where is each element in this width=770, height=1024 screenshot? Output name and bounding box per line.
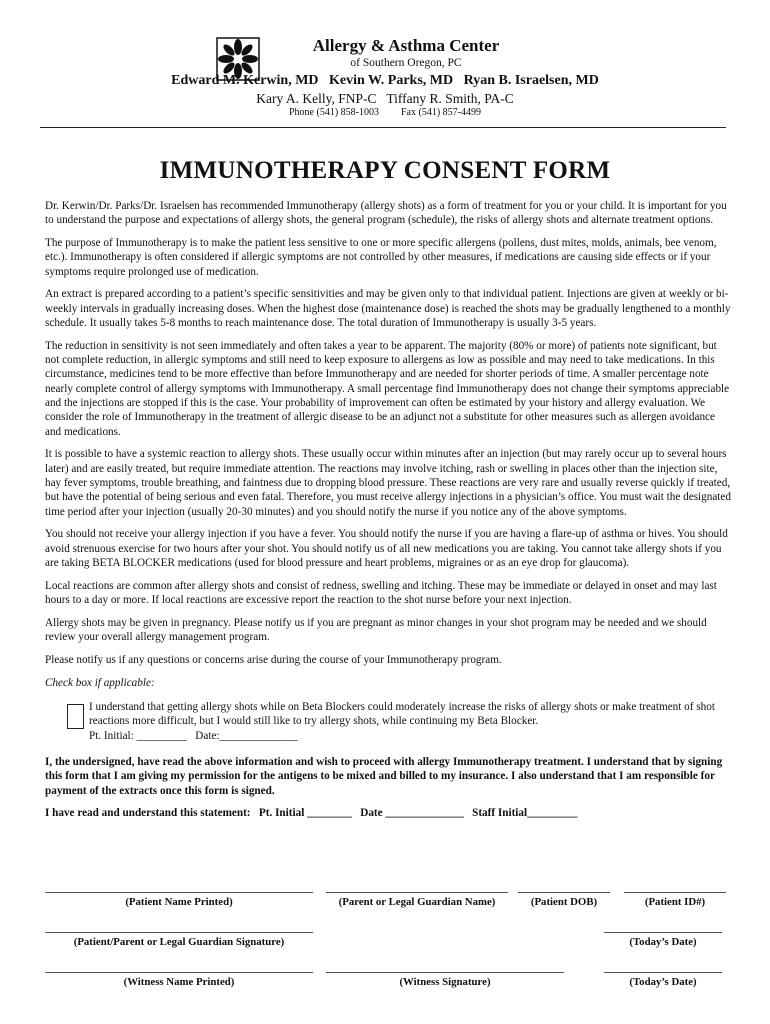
date1-label: (Today’s Date) [629,936,697,948]
paragraph-reduction: The reduction in sensitivity is not seen immediately and often takes a year to be apparent. The majority (80% or more) of patients note significant, but not complete reduction, in allergic symptoms and still need to keep exposure to allergens as low as possible and may need to take medications. In this circumstance, medicines tend to be more effective than before Immunotherapy and are needed for shorter periods of time. A smaller percentage note nearly complete control of allergy symptoms with Immunotherapy. A small percentage find Immunotherapy does not change their symptoms appreciable and the injections are stopped if this is the case. Your probability of improvement can often be estimated by your history and allergy evaluation. We consider the role of Immunotherapy in the treatment of allergic disease to be an adjunct not a substitute for other measures such as allergen avoidance and medications. [45,339,730,438]
paragraph-local-reactions: Local reactions are common after allergy shots and consist of redness, swelling and itching. These may be immediate or delayed in onset and may last hours to a day or more. If local reactions are excessive report the reaction to the shot nurse before your next injection. [45,579,717,607]
patient-id-line[interactable] [624,892,726,893]
letterhead [0,36,770,119]
beta-blocker-checkbox[interactable] [67,704,84,729]
fax-number: Fax (541) 857-4499 [401,107,481,118]
consent-statement: I, the undersigned, have read the above information and wish to proceed with allergy Immunotherapy treatment. I understand that by signing this form that I am giving my permission for the antigens to be mixed and billed to my insurance. I also understand that I am responsible for payment of the extracts once this form is signed. [45,756,723,797]
paragraph-extract: An extract is prepared according to a patient’s specific sensitivities and may be given only to that individual patient. Injections are given at weekly or bi-weekly intervals in gradually increasing doses. When the highest dose (maintenance dose) is reached the shots may be gradually lengthened to a monthly schedule. It usually takes 5-8 months to reach maintenance dose. The total duration of Immunotherapy is usually 3-5 years. [45,288,731,330]
witness-name-line[interactable] [45,972,313,973]
form-body [45,199,731,829]
beta-blocker-statement: I understand that getting allergy shots while on Beta Blockers could moderately increase the risks of allergy shots or make treatment of shot reactions more difficult, but I would still like to try allergy shots, while continuing my Beta Blocker. [89,701,715,728]
witness-name-label: (Witness Name Printed) [123,976,235,988]
doctors-list: Edward M. Kerwin, MD Kevin W. Parks, MD Ryan B. Israelsen, MD [171,73,599,88]
patient-name-line[interactable] [45,892,313,893]
paragraph-purpose: The purpose of Immunotherapy is to make the patient less sensitive to one or more specific allergens (pollens, dust mites, molds, animals, bee venom, etc.). Immunotherapy is often considered if allergic symptoms are not controlled by other measures, if medications are causing side effects or if your symptoms require prolonged use of medication. [45,237,717,278]
phone-number: Phone (541) 858-1003 [289,107,379,118]
paragraph-intro: Dr. Kerwin/Dr. Parks/Dr. Israelsen has recommended Immunotherapy (allergy shots) as a form of treatment for you or your child. It is important for you to understand the purpose and expectations of allergy shots, the general program (schedule), the risks of allergy shots and alternate treatment options. [45,200,727,227]
witness-signature-line[interactable] [326,972,564,973]
beta-blocker-text [89,700,731,743]
witness-signature-label: (Witness Signature) [399,976,491,988]
understand-statement-line: I have read and understand this statement: Pt. Initial ________ Date ______________ Staff Initial_________ [45,807,578,820]
signature-line[interactable] [45,932,313,933]
beta-blocker-check-row [45,700,731,743]
patient-id-label: (Patient ID#) [644,896,706,908]
staff-list: Kary A. Kelly, FNP-C Tiffany R. Smith, PA-C [256,91,514,106]
contact-info [0,107,770,119]
patient-dob-line[interactable] [518,892,610,893]
check-box-header: Check box if applicable: [45,676,155,689]
paragraph-precautions: You should not receive your allergy injection if you have a fever. You should notify the nurse if you are having a flare-up of asthma or hives. You should avoid strenuous exercise for two hours after your shot. You should notify us of all new medications you are taking. You cannot take allergy shots if you are taking BETA BLOCKER medications (used for blood pressure and heart problems, migraines or as an eye drop for glaucoma). [45,528,728,570]
paragraph-pregnancy: Allergy shots may be given in pregnancy. Please notify us if you are pregnant as minor changes in your shot program may be needed and we should review your overall allergy management program. [45,616,707,644]
patient-name-label: (Patient Name Printed) [125,896,233,908]
header-divider [40,127,726,128]
signature-label: (Patient/Parent or Legal Guardian Signature) [73,936,285,948]
guardian-name-line[interactable] [326,892,508,893]
beta-blocker-initial-line: Pt. Initial: _________ Date:______________ [89,729,298,742]
date2-label: (Today’s Date) [629,976,697,988]
page-title: IMMUNOTHERAPY CONSENT FORM [159,157,611,184]
paragraph-systemic-reaction: It is possible to have a systemic reaction to allergy shots. These usually occur within minutes after an injection (but may rarely occur up to several hours later) and are easily treated, but require immediate attention. The reactions may involve itching, rash or swelling in places other than the injection site, hay fever symptoms, trouble breathing, and faintness due to dropping blood pressure. These reactions are very rare and usually reverse quickly if treated, but have the potential of being serious and even fatal. Therefore, you must receive allergy injections in a physician’s office. You must wait the designated time period after your injection (usually 20-30 minutes) and you should notify the nurse if you notice any of the above symptoms. [45,448,731,518]
guardian-name-label: (Parent or Legal Guardian Name) [338,896,496,908]
date1-line[interactable] [604,932,722,933]
date2-line[interactable] [604,972,722,973]
org-name: Allergy & Asthma Center [312,36,500,55]
paragraph-questions: Please notify us if any questions or concerns arise during the course of your Immunotherapy program. [45,654,502,667]
patient-dob-label: (Patient DOB) [530,896,598,908]
org-subtitle: of Southern Oregon, PC [350,57,462,69]
